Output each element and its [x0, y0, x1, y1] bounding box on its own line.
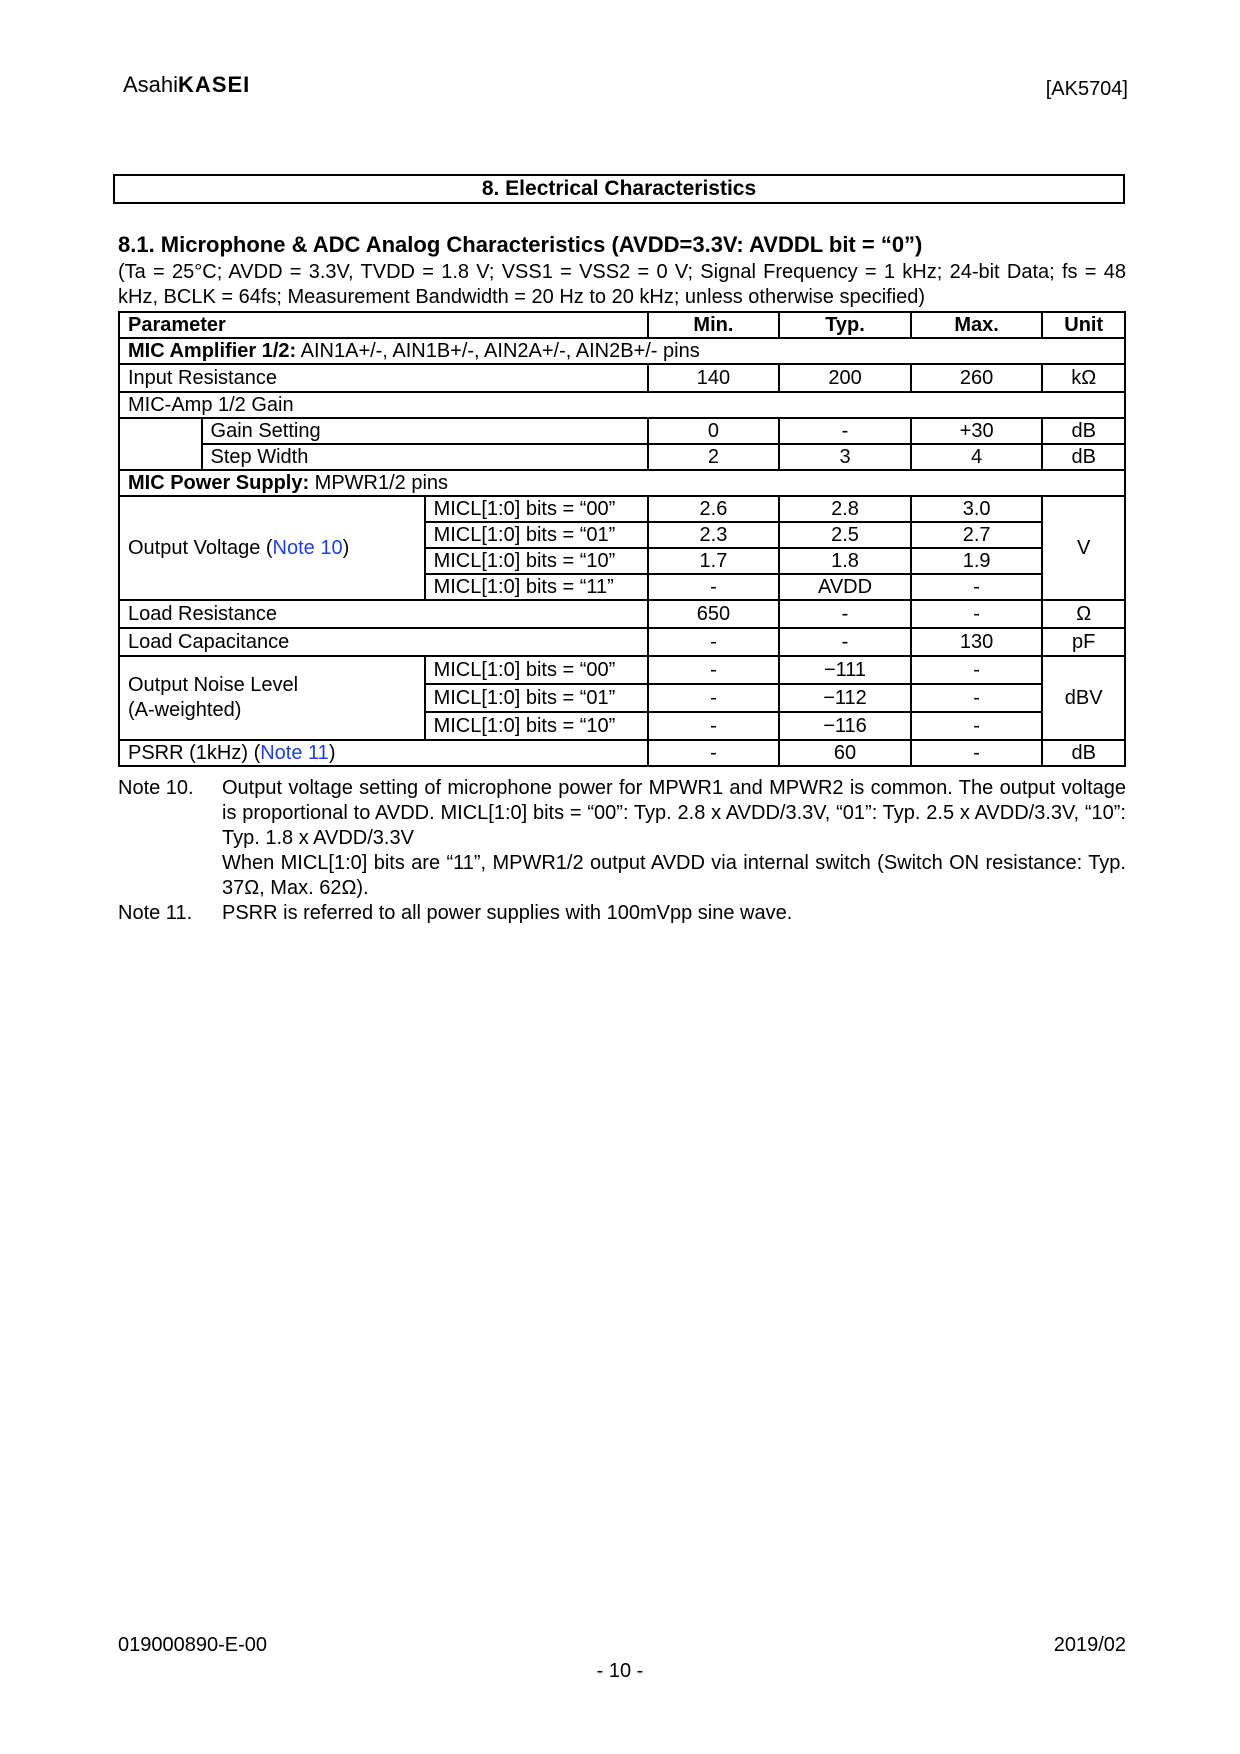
output-voltage-text-end: ): [342, 537, 350, 559]
table-row: [119, 600, 1125, 628]
param-label: Load Capacitance: [119, 628, 648, 656]
value-max: 1.9: [911, 548, 1043, 574]
subsection-title: 8.1. Microphone & ADC Analog Characteristics (AVDD=3.3V: AVDDL bit = “0”): [118, 232, 923, 257]
value-min: 650: [648, 600, 780, 628]
note-11: [118, 901, 1126, 926]
value-min: -: [648, 656, 780, 684]
value-min: 1.7: [648, 548, 780, 574]
header-max: Max.: [911, 312, 1043, 338]
value-max: 2.7: [911, 522, 1043, 548]
value-min: 2.3: [648, 522, 780, 548]
value-max: -: [911, 600, 1043, 628]
group-mic-power-desc: MPWR1/2 pins: [309, 472, 449, 494]
param-label: MIC-Amp 1/2 Gain: [119, 392, 1125, 418]
value-typ: -: [779, 418, 911, 444]
logo-brand: KASEI: [178, 72, 251, 97]
header-unit: Unit: [1042, 312, 1125, 338]
value-unit: dB: [1042, 740, 1125, 766]
note-body: [222, 776, 1126, 901]
value-typ: 200: [779, 364, 911, 392]
test-conditions: (Ta = 25°C; AVDD = 3.3V, TVDD = 1.8 V; VSS1 = VSS2 = 0 V; Signal Frequency = 1 kHz; 24-bit Data; fs = 48 kHz, BCLK = 64fs; Measurement Bandwidth = 20 Hz to 20 kHz; unless otherwise specified): [118, 261, 1126, 308]
value-unit: Ω: [1042, 600, 1125, 628]
psrr-label: [119, 740, 648, 766]
value-max: -: [911, 712, 1043, 740]
value-max: 4: [911, 444, 1043, 470]
value-typ: AVDD: [779, 574, 911, 600]
group-mic-power-label: MIC Power Supply:: [128, 472, 310, 494]
param-label: Load Resistance: [119, 600, 648, 628]
value-max: -: [911, 740, 1043, 766]
group-mic-amplifier-desc: AIN1A+/-, AIN1B+/-, AIN2A+/-, AIN2B+/- pins: [296, 340, 700, 362]
value-max: -: [911, 574, 1043, 600]
header-typ: Typ.: [779, 312, 911, 338]
value-unit: kΩ: [1042, 364, 1125, 392]
document-id: [AK5704]: [1045, 78, 1128, 100]
value-min: 2.6: [648, 496, 780, 522]
value-min: -: [648, 684, 780, 712]
page-number: - 10 -: [596, 1660, 644, 1682]
value-min: -: [648, 740, 780, 766]
group-mic-amplifier-label: MIC Amplifier 1/2:: [128, 340, 297, 362]
note-label: Note 10.: [118, 777, 194, 799]
condition-cell: MICL[1:0] bits = “01”: [425, 684, 648, 712]
value-min: -: [648, 712, 780, 740]
table-row: [119, 740, 1125, 766]
output-voltage-text: Output Voltage (: [128, 537, 273, 559]
header-min: Min.: [648, 312, 780, 338]
condition-cell: MICL[1:0] bits = “01”: [425, 522, 648, 548]
condition-cell: MICL[1:0] bits = “00”: [425, 496, 648, 522]
value-max: -: [911, 684, 1043, 712]
output-voltage-label: [119, 496, 425, 600]
value-typ: 1.8: [779, 548, 911, 574]
noise-label-line1: Output Noise Level: [128, 674, 299, 696]
note-label: Note 11.: [118, 902, 193, 924]
section-title: 8. Electrical Characteristics: [113, 174, 1125, 204]
param-label: Gain Setting: [202, 418, 648, 444]
table-row: [119, 392, 1125, 418]
value-unit: dBV: [1042, 656, 1125, 740]
value-min: 2: [648, 444, 780, 470]
param-label: Input Resistance: [119, 364, 648, 392]
noise-label: [119, 656, 425, 740]
value-typ: −112: [779, 684, 911, 712]
notes-section: [118, 776, 1126, 926]
value-max: 130: [911, 628, 1043, 656]
table-row: [119, 656, 1125, 684]
value-max: +30: [911, 418, 1043, 444]
group-mic-power-supply: [119, 470, 1125, 496]
param-label: Step Width: [202, 444, 648, 470]
condition-cell: MICL[1:0] bits = “10”: [425, 548, 648, 574]
footer-doc-number: 019000890-E-00: [118, 1634, 268, 1656]
electrical-characteristics-table: [118, 311, 1126, 767]
value-min: 140: [648, 364, 780, 392]
table-row: [119, 496, 1125, 522]
value-typ: 60: [779, 740, 911, 766]
noise-label-line2: (A-weighted): [128, 699, 242, 721]
footer-date: 2019/02: [1053, 1634, 1126, 1656]
indent-cell: [119, 418, 202, 470]
condition-cell: MICL[1:0] bits = “10”: [425, 712, 648, 740]
value-typ: -: [779, 628, 911, 656]
value-min: 0: [648, 418, 780, 444]
note-10-link[interactable]: Note 10: [272, 537, 343, 559]
value-typ: −111: [779, 656, 911, 684]
table-row: [119, 444, 1125, 470]
value-unit: pF: [1042, 628, 1125, 656]
value-typ: -: [779, 600, 911, 628]
value-max: -: [911, 656, 1043, 684]
note-11-link[interactable]: Note 11: [260, 742, 329, 764]
table-row: [119, 628, 1125, 656]
note-text: When MICL[1:0] bits are “11”, MPWR1/2 output AVDD via internal switch (Switch ON resistance: Typ. 37Ω, Max. 62Ω).: [222, 852, 1126, 899]
psrr-text: PSRR (1kHz) (: [128, 742, 261, 764]
company-logo: [123, 72, 250, 98]
note-text: PSRR is referred to all power supplies with 100mVpp sine wave.: [222, 902, 793, 924]
value-typ: −116: [779, 712, 911, 740]
logo-prefix: Asahi: [123, 72, 179, 97]
value-typ: 2.8: [779, 496, 911, 522]
value-typ: 3: [779, 444, 911, 470]
table-row: [119, 364, 1125, 392]
value-max: 3.0: [911, 496, 1043, 522]
condition-cell: MICL[1:0] bits = “11”: [425, 574, 648, 600]
value-unit: V: [1042, 496, 1125, 600]
header-parameter: Parameter: [119, 312, 648, 338]
condition-cell: MICL[1:0] bits = “00”: [425, 656, 648, 684]
value-max: 260: [911, 364, 1043, 392]
note-text: Output voltage setting of microphone power for MPWR1 and MPWR2 is common. The output voltage is proportional to AVDD. MICL[1:0] bits = “00”: Typ. 2.8 x AVDD/3.3V, “01”: Typ. 2.5 x AVDD/3.3V, “10”: Typ. 1.8 x AVDD/3.3V: [222, 777, 1126, 849]
psrr-text-end: ): [328, 742, 336, 764]
note-10: [118, 776, 1126, 901]
value-typ: 2.5: [779, 522, 911, 548]
group-mic-amplifier: [119, 338, 1125, 364]
value-min: -: [648, 574, 780, 600]
value-unit: dB: [1042, 418, 1125, 444]
value-min: -: [648, 628, 780, 656]
table-row: [119, 418, 1125, 444]
value-unit: dB: [1042, 444, 1125, 470]
